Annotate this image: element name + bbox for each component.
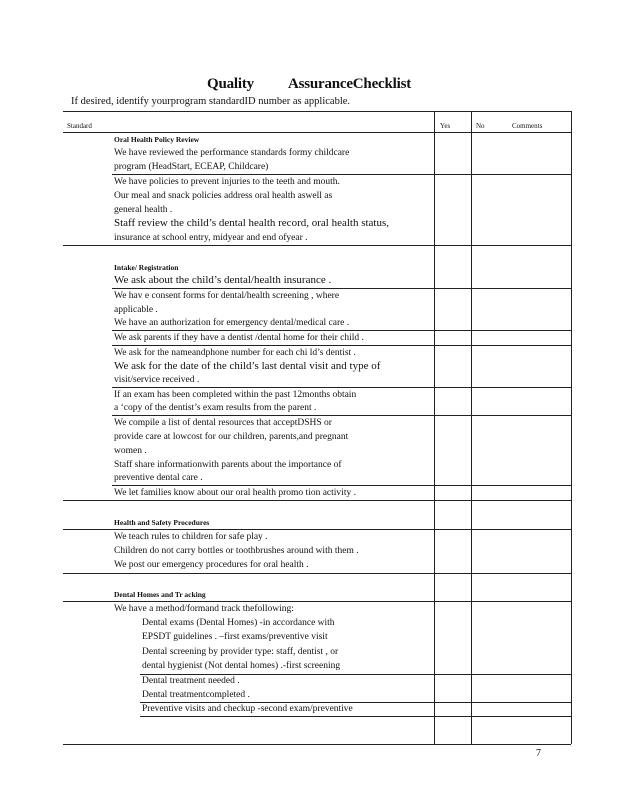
section-title-safety: Health and Safety Procedures [114, 518, 210, 527]
list-item: We let families know about our oral health promo tion activity . [114, 488, 356, 498]
list-item: dental hygienist (Not dental homes) .-first screening [142, 661, 341, 671]
list-item: We have an authorization for emergency dental/medical care . [114, 318, 350, 328]
header-comments: Comments [512, 122, 543, 130]
list-item: Dental exams (Dental Homes) -in accordance with [142, 618, 335, 628]
list-item: Dental treatment needed . [142, 676, 240, 686]
section-title-intake: Intake/ Registration [114, 263, 179, 272]
list-item: We have a method/formand track thefollowing: [114, 604, 294, 614]
list-item: Staff share informationwith parents about the importance of [114, 460, 342, 470]
list-item: If an exam has been completed within the past 12months obtain [114, 390, 357, 400]
list-item: women . [114, 446, 147, 456]
list-item: We post our emergency procedures for oral health . [114, 560, 309, 570]
list-item: Preventive visits and checkup -second exam/preventive [142, 704, 353, 714]
list-item: We ask for the date of the child’s last dental visit and type of [114, 360, 381, 372]
header-no: No [476, 122, 485, 130]
header-yes: Yes [440, 122, 451, 130]
page-title [0, 76, 618, 93]
list-item: Dental treatmentcompleted . [142, 690, 250, 700]
list-item: We ask about the child’s dental/health insurance . [114, 274, 332, 286]
page-number: 7 [536, 748, 541, 759]
list-item: Staff review the child’s dental health record, oral health status, [114, 217, 390, 229]
list-item: Our meal and snack policies address oral health aswell as [114, 191, 333, 201]
list-item: provide care at lowcost for our children, parents,and pregnant [114, 432, 349, 442]
header-standard: Standard [67, 122, 92, 130]
list-item: We compile a list of dental resources that acceptDSHS or [114, 418, 332, 428]
list-item: insurance at school entry, midyear and end ofyear . [114, 233, 308, 243]
list-item: visit/service received . [114, 375, 200, 385]
list-item: preventive dental care . [114, 473, 203, 483]
list-item: We hav e consent forms for dental/health screening , where [114, 291, 340, 301]
list-item: general health . [114, 205, 173, 215]
list-item: a ‘copy of the dentist’s exam results from the parent . [114, 403, 317, 413]
instructions: If desired, identify yourprogram standardID number as applicable. [71, 96, 351, 107]
list-item: We have reviewed the performance standards formy childcare [114, 148, 350, 158]
list-item: EPSDT guidelines . –first exams/preventive visit [142, 632, 328, 642]
list-item: applicable . [114, 305, 158, 315]
list-item: We ask for the nameandphone number for each chi ld’s dentist . [114, 348, 356, 358]
title-quality: Quality [206, 76, 254, 92]
section-title-dental-homes: Dental Homes and Tr acking [114, 590, 206, 599]
list-item: We teach rules to children for safe play . [114, 532, 268, 542]
list-item: program (HeadStart, ECEAP, Childcare) [114, 162, 269, 172]
list-item: Children do not carry bottles or toothbrushes around with them . [114, 546, 359, 556]
list-item: Dental screening by provider type: staff, dentist , or [142, 647, 339, 657]
list-item: We have policies to prevent injuries to the teeth and mouth. [114, 177, 340, 187]
section-title-oral-health: Oral Health Policy Review [114, 135, 200, 144]
title-checklist: AssuranceChecklist [287, 76, 412, 92]
list-item: We ask parents if they have a dentist /dental home for their child . [114, 333, 364, 343]
